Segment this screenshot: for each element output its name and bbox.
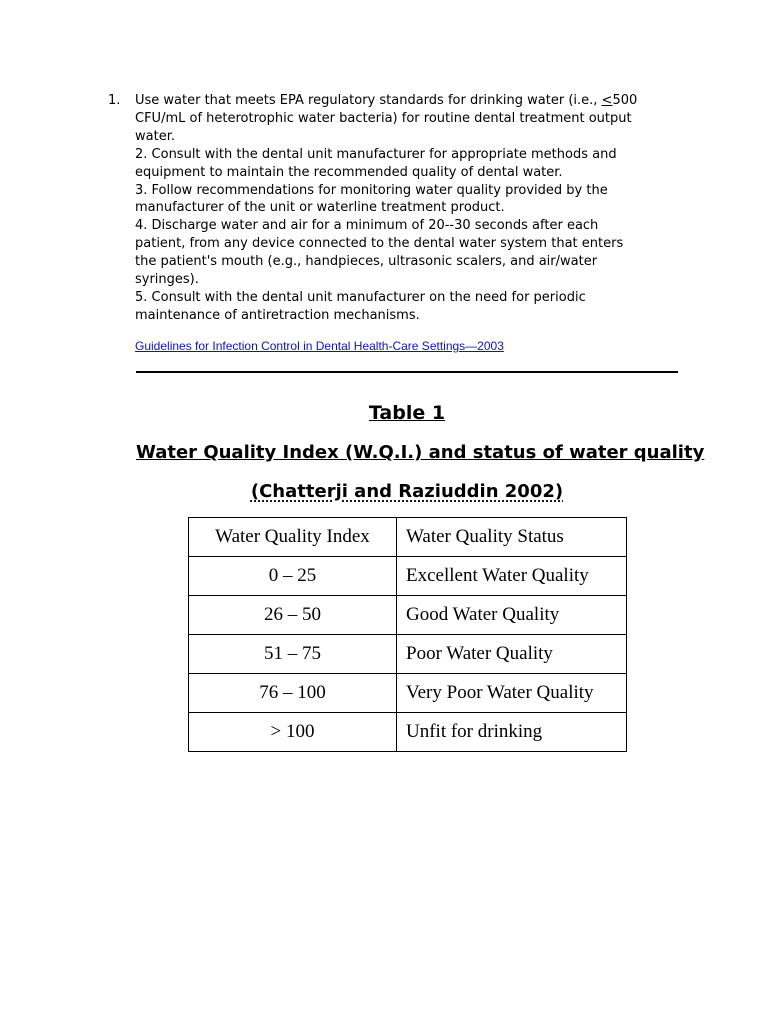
- index-range: 51 – 75: [189, 635, 397, 674]
- item3-line2: manufacturer of the unit or waterline treatment product.: [135, 200, 505, 216]
- header-status: Water Quality Status: [397, 518, 627, 557]
- quality-status: Excellent Water Quality: [397, 557, 627, 596]
- table-title: Table 1: [368, 402, 446, 424]
- list-item: [135, 92, 688, 325]
- item4-line2: patient, from any device connected to the dental water system that enters: [135, 236, 624, 252]
- item1-value: 500: [612, 93, 638, 108]
- index-range: 76 – 100: [189, 674, 397, 713]
- header-index: Water Quality Index: [189, 518, 397, 557]
- guidelines-link[interactable]: Guidelines for Infection Control in Dental Health-Care Settings—2003: [135, 339, 504, 353]
- item1-line1: [135, 92, 688, 110]
- item4-line1: 4. Discharge water and air for a minimum of 20--30 seconds after each: [135, 218, 599, 234]
- quality-status: Good Water Quality: [397, 596, 627, 635]
- quality-status: Poor Water Quality: [397, 635, 627, 674]
- table-row: [189, 596, 627, 635]
- table-row: [189, 557, 627, 596]
- quality-status: Very Poor Water Quality: [397, 674, 627, 713]
- item2-line2: equipment to maintain the recommended quality of dental water.: [135, 164, 563, 180]
- item5-line2: maintenance of antiretraction mechanisms.: [135, 307, 420, 323]
- table-row: [189, 713, 627, 752]
- item1-line3: water.: [135, 128, 175, 144]
- table-source: (Chatterji and Raziuddin 2002): [250, 481, 564, 502]
- index-range: > 100: [189, 713, 397, 752]
- less-than-symbol: <: [601, 93, 613, 108]
- index-range: 0 – 25: [189, 557, 397, 596]
- water-quality-table: [188, 517, 627, 752]
- table-subtitle: Water Quality Index (W.Q.I.) and status of water quality: [136, 442, 705, 463]
- list-marker: 1.: [108, 93, 121, 108]
- item3-line1: 3. Follow recommendations for monitoring water quality provided by the: [135, 182, 608, 198]
- quality-status: Unfit for drinking: [397, 713, 627, 752]
- table-row: [189, 674, 627, 713]
- item4-line4: syringes).: [135, 272, 199, 288]
- item2-line1: 2. Consult with the dental unit manufacturer for appropriate methods and: [135, 146, 617, 162]
- item1-line2: CFU/mL of heterotrophic water bacteria) for routine dental treatment output: [135, 110, 632, 126]
- table-row: [189, 635, 627, 674]
- recommendations-list: [108, 92, 688, 325]
- index-range: 26 – 50: [189, 596, 397, 635]
- table-header-row: [189, 518, 627, 557]
- item1-text: Use water that meets EPA regulatory standards for drinking water (i.e.,: [135, 93, 602, 108]
- horizontal-rule: [136, 371, 678, 373]
- item5-line1: 5. Consult with the dental unit manufacturer on the need for periodic: [135, 289, 586, 305]
- item4-line3: the patient's mouth (e.g., handpieces, ultrasonic scalers, and air/water: [135, 254, 598, 270]
